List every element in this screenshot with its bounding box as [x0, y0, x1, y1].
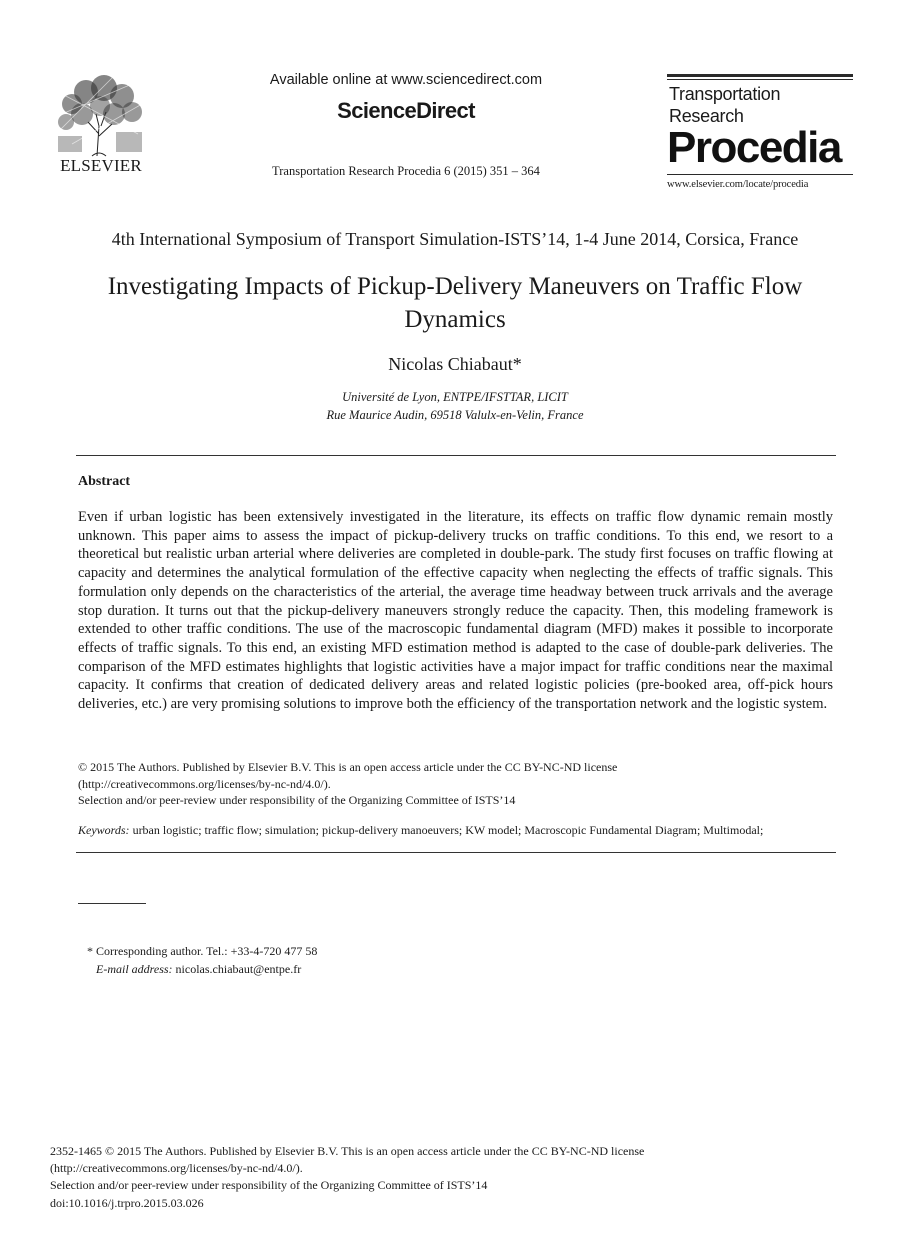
logo-rule — [667, 174, 853, 175]
footer-license-link[interactable]: (http://creativecommons.org/licenses/by-nc-nd/4.0/). — [50, 1161, 303, 1176]
sciencedirect-logo[interactable]: ScienceDirect — [337, 98, 475, 123]
abstract-body: Even if urban logistic has been extensively investigated in the literature, its effects on traffic flow dynamic remain mostly unknown. This paper aims to assess the impact of pickup-delivery trucks on traffic conditions. To this end, we resort to a theoretical but realistic urban arterial where deliveries are completed in double-park. The study first focuses on traffic flowing at capacity and determines the analytical formulation of the effective capacity when neglecting the effects of traffic signals. This formulation only depends on the characteristics of the arterial, the average time headway between truck arrivals and the average stop duration. It turns out that the pickup-delivery maneuvers strongly reduce the capacity. Then, this modeling framework is extended to other traffic conditions. The use of the macroscopic fundamental diagram (MFD) makes it possible to incorporate effects of traffic signals. To this end, an existing MFD estimation method is adapted to the case of double-park deliveries. The comparison of the MFD estimates highlights that logistic activities have a major impact for traffic conditions near the maximal capacity. It confirms that creation of dedicated delivery areas and related logistic policies (pre-booked area, off-pick hours deliveries, etc.) are very promising solutions to improve both the efficiency of the transportation network and the logistic system. — [78, 509, 833, 713]
email-label: E-mail address: — [96, 962, 173, 976]
logo-rule — [667, 79, 853, 80]
footer-peer-review: Selection and/or peer-review under responsibility of the Organizing Committee of ISTS’14 — [50, 1178, 488, 1193]
journal-logo-line1: Transportation — [669, 84, 781, 104]
keywords-text: urban logistic; traffic flow; simulation; pickup-delivery manoeuvers; KW model; Macroscopic Fundamental Diagram; Multimodal; — [129, 823, 764, 837]
journal-citation: Transportation Research Procedia 6 (2015) 351 – 364 — [272, 164, 540, 178]
peer-review-line: Selection and/or peer-review under responsibility of the Organizing Committee of ISTS’14 — [78, 793, 516, 807]
abstract-heading: Abstract — [78, 474, 131, 489]
page-footer — [50, 1143, 850, 1212]
license-link[interactable]: (http://creativecommons.org/licenses/by-nc-nd/4.0/). — [78, 776, 331, 791]
paper-title: Investigating Impacts of Pickup-Delivery Maneuvers on Traffic Flow Dynamics — [107, 273, 803, 333]
publisher-logo-text: ELSEVIER — [60, 156, 142, 175]
license-block — [78, 759, 833, 809]
keywords-label: Keywords: — [78, 823, 130, 837]
footer-doi[interactable]: doi:10.1016/j.trpro.2015.03.026 — [50, 1195, 204, 1210]
divider — [76, 455, 836, 456]
journal-logo — [667, 74, 853, 198]
affiliation-line2: Rue Maurice Audin, 69518 Valulx-en-Velin, France — [326, 408, 584, 422]
journal-logo-wordmark: Procedia — [667, 123, 841, 172]
license-line: © 2015 The Authors. Published by Elsevier B.V. This is an open access article under the CC BY-NC-ND license — [78, 760, 618, 774]
author-name: Nicolas Chiabaut* — [388, 354, 522, 374]
journal-url[interactable]: www.elsevier.com/locate/procedia — [667, 179, 809, 190]
logo-rule — [667, 74, 853, 77]
email-line — [96, 962, 301, 977]
available-online-link[interactable]: Available online at www.sciencedirect.com — [269, 72, 543, 88]
footnote-rule — [78, 903, 146, 904]
journal-logo-line2: Research — [669, 106, 744, 126]
keywords-line — [78, 822, 838, 838]
affiliation-line1: Université de Lyon, ENTPE/IFSTTAR, LICIT — [342, 390, 568, 404]
divider — [76, 852, 836, 853]
corresponding-author: * Corresponding author. Tel.: +33-4-720 477 58 — [87, 944, 318, 958]
email-address[interactable]: nicolas.chiabaut@entpe.fr — [172, 962, 302, 976]
conference-line: 4th International Symposium of Transport Simulation-ISTS’14, 1-4 June 2014, Corsica, France — [111, 229, 799, 249]
footer-license: 2352-1465 © 2015 The Authors. Published by Elsevier B.V. This is an open access article under the CC BY-NC-ND license — [50, 1144, 645, 1158]
